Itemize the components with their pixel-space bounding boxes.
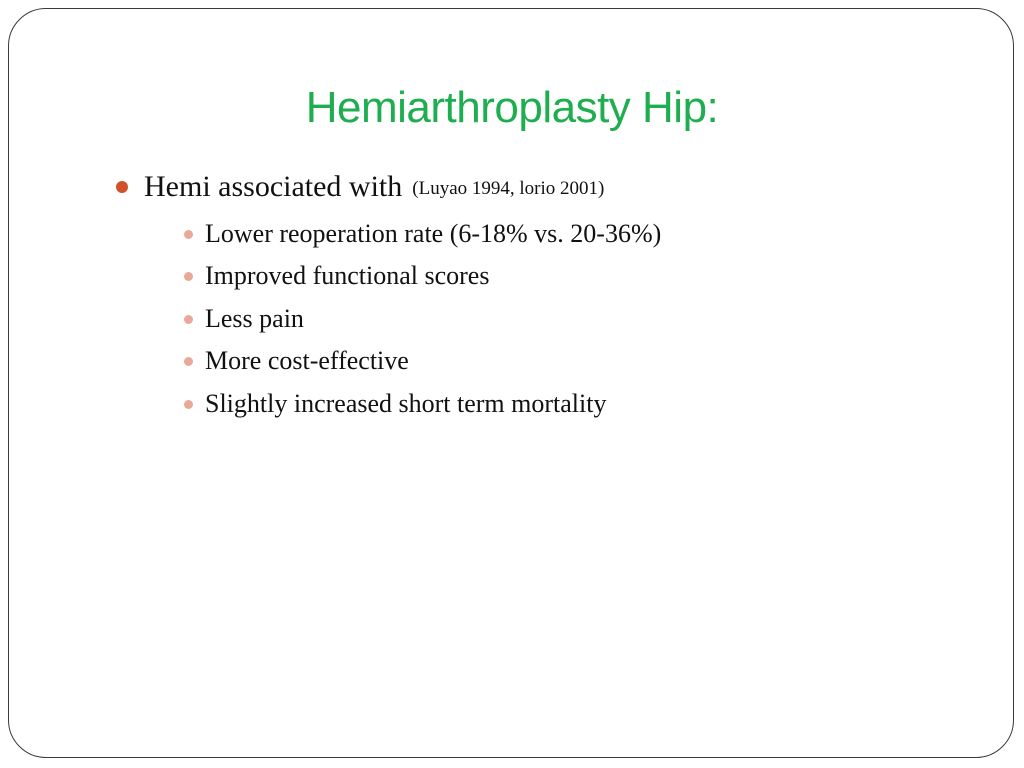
- sub-bullet-dot-icon: [184, 272, 193, 281]
- sub-bullet-text: Less pain: [205, 304, 304, 333]
- sub-bullet-text: More cost-effective: [205, 346, 409, 375]
- sub-bullet-text: Lower reoperation rate (6-18% vs. 20-36%): [205, 219, 662, 248]
- sub-bullet-dot-icon: [184, 357, 193, 366]
- sub-bullet-dot-icon: [184, 315, 193, 324]
- bullet-text: Hemi associated with: [144, 170, 403, 203]
- bullet-dot-icon: [116, 181, 128, 193]
- sub-bullet-dot-icon: [184, 400, 193, 409]
- bullet-citation: (Luyao 1994, lorio 2001): [412, 178, 605, 199]
- sub-bullet-dot-icon: [184, 230, 193, 239]
- sub-bullet-text: Slightly increased short term mortality: [205, 389, 607, 418]
- sub-bullet-text: Improved functional scores: [205, 261, 490, 290]
- bullet-item: [144, 168, 604, 208]
- slide-title: Hemiarthroplasty Hip:: [305, 83, 719, 132]
